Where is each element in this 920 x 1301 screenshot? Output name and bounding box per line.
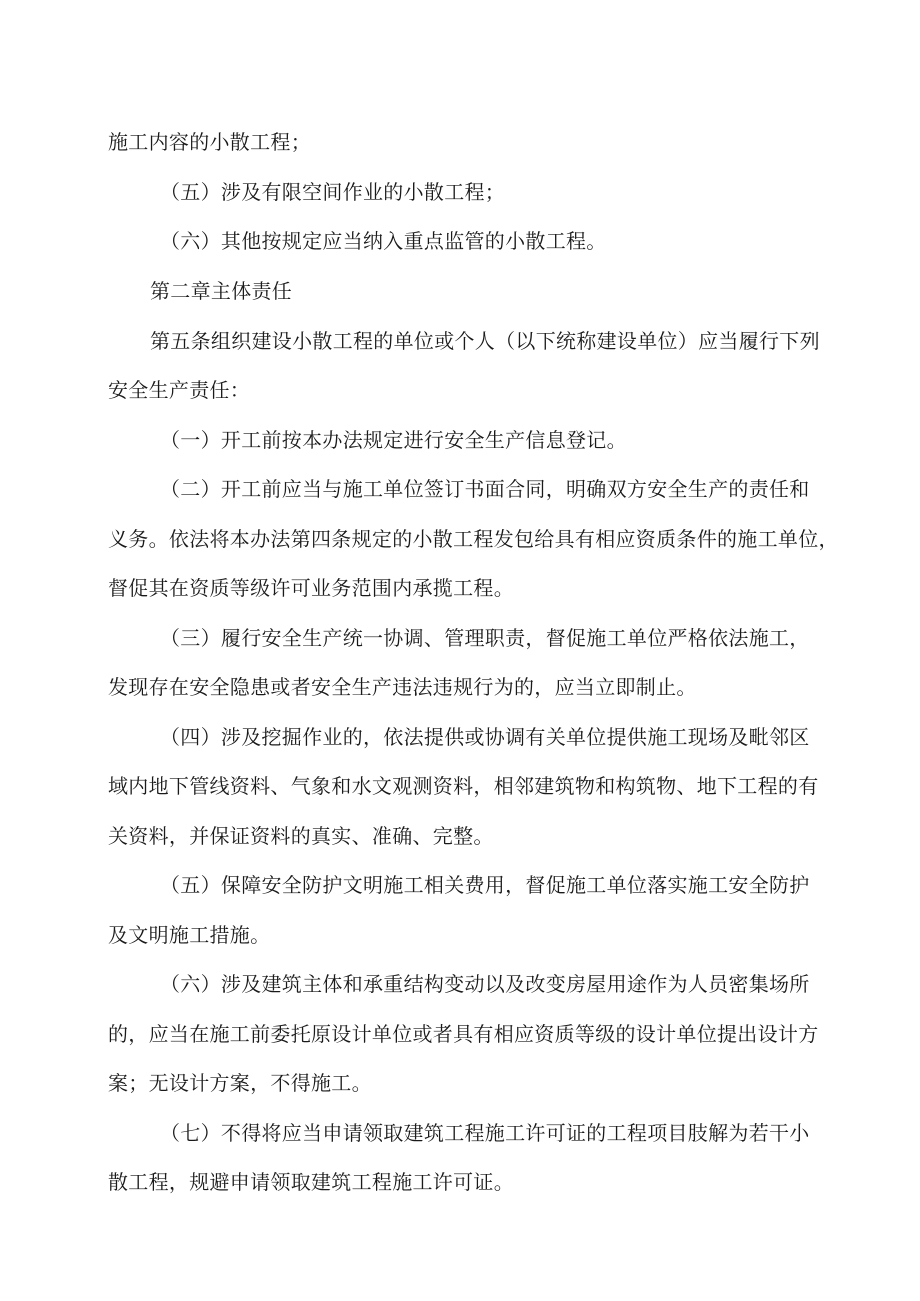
text-line: 及文明施工措施。	[108, 923, 271, 947]
text-line: 案；无设计方案，不得施工。	[108, 1071, 372, 1095]
text-line: （三）履行安全生产统一协调、管理职责，督促施工单位严格依法施工，	[160, 626, 810, 650]
text-line: （七）不得将应当申请领取建筑工程施工许可证的工程项目肢解为若干小	[160, 1121, 810, 1145]
text-line: 施工内容的小散工程；	[108, 130, 311, 154]
text-line: 发现存在安全隐患或者安全生产违法违规行为的，应当立即制止。	[108, 675, 697, 699]
text-line: 安全生产责任：	[108, 378, 251, 402]
text-line: （六）其他按规定应当纳入重点监管的小散工程。	[160, 229, 607, 253]
text-line: 关资料，并保证资料的真实、准确、完整。	[108, 824, 494, 848]
text-line: 的，应当在施工前委托原设计单位或者具有相应资质等级的设计单位提出设计方	[108, 1022, 819, 1046]
text-line: 域内地下管线资料、气象和水文观测资料，相邻建筑物和构筑物、地下工程的有	[108, 774, 819, 798]
text-line: （五）涉及有限空间作业的小散工程；	[160, 180, 506, 204]
section-heading: 第二章主体责任	[150, 279, 293, 303]
text-line: （一）开工前按本办法规定进行安全生产信息登记。	[160, 428, 627, 452]
text-line: 第五条组织建设小散工程的单位或个人（以下统称建设单位）应当履行下列	[150, 329, 820, 353]
text-line: （四）涉及挖掘作业的，依法提供或协调有关单位提供施工现场及毗邻区	[160, 725, 810, 749]
text-line: （五）保障安全防护文明施工相关费用，督促施工单位落实施工安全防护	[160, 873, 810, 897]
text-line: （六）涉及建筑主体和承重结构变动以及改变房屋用途作为人员密集场所	[160, 972, 810, 996]
text-line: （二）开工前应当与施工单位签订书面合同，明确双方安全生产的责任和	[160, 477, 810, 501]
text-line: 义务。依法将本办法第四条规定的小散工程发包给具有相应资质条件的施工单位，	[108, 527, 839, 551]
text-line: 督促其在资质等级许可业务范围内承揽工程。	[108, 576, 514, 600]
text-line: 散工程，规避申请领取建筑工程施工许可证。	[108, 1170, 514, 1194]
